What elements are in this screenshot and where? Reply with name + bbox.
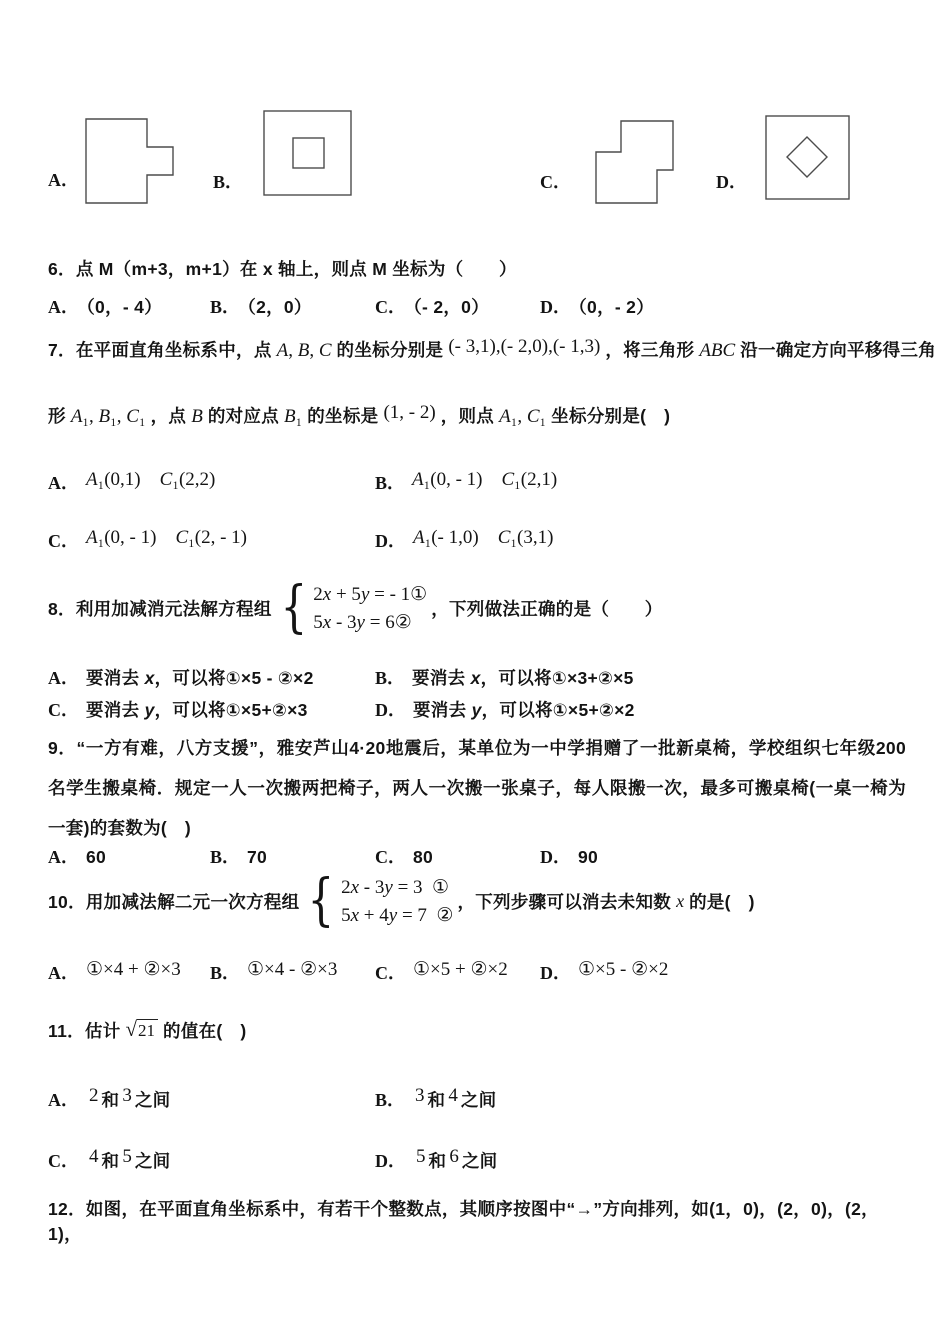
q6-option-a-label: A． [48,297,79,317]
figure-label-a: A． [48,170,79,190]
q9-option-a [48,843,106,869]
q7-text: ，则点 [440,406,495,426]
q10-option-c-text: ①×5 + ②×2 [413,959,508,980]
figure-label-d: D． [716,172,747,192]
q8-option-c-label: C． [48,700,79,720]
q11-text-pre: 11．估计 [48,1021,121,1041]
q6-option-d-label: D． [540,297,571,317]
q11-option-b-mid: 和 [427,1090,446,1110]
q11-option-d-mid: 和 [428,1151,447,1171]
q7-text: ，点 [150,406,187,426]
q10-equation-1: 2x - 3y = 3 ① [341,877,450,898]
system-brace: { [307,868,335,934]
q8-option-d-text: 要消去 y，可以将①×5+②×2 [413,700,635,720]
q9-option-a-text: 60 [86,847,107,867]
system-brace: { [280,575,307,641]
q6-option-c-label: C． [375,297,406,317]
q8-text-post: ，下列做法正确的是（ ） [431,599,663,619]
q7-text: 形 [48,406,66,426]
q11-option-a-n1: 2 [89,1085,99,1106]
q7-option-a-text: A₁(0,1) C₁(2,2) [86,469,216,490]
q10-option-d-text: ①×5 - ②×2 [578,959,669,980]
q9-option-d-label: D． [540,847,571,867]
q7-option-c-label: C． [48,531,79,551]
q9-option-b-label: B． [210,847,241,867]
q6-option-d-text: （0，- 2） [578,297,655,317]
q8-option-c-text: 要消去 y，可以将①×5+②×3 [86,700,308,720]
q7-math-b: B [191,406,203,427]
q10-option-d [540,958,668,985]
q7-option-b-text: A₁(0, - 1) C₁(2,1) [412,469,558,490]
answer-figure-d [765,115,851,202]
q10-option-d-label: D． [540,963,571,983]
q8-option-a-text: 要消去 x，可以将①×5 - ②×2 [86,668,314,688]
q10-unknown-x: x [676,891,685,911]
q11-option-c-n1: 4 [89,1146,99,1167]
q8-equation-2: 5x - 3y = 6② [313,612,412,633]
answer-figure-a [85,118,175,205]
q7-math-a1b1c1: A₁, B₁, C₁ [70,406,146,427]
q10-option-c [375,958,508,985]
q9-option-c-label: C． [375,847,406,867]
q7-text: 的对应点 [207,406,280,426]
q8-option-a [48,664,314,690]
question-11-stem [48,1018,247,1043]
q11-option-c-mid: 和 [101,1151,120,1171]
q7-option-b [375,464,557,495]
question-7-stem-line1 [48,336,936,362]
q7-text: 坐标分别是( ) [551,406,671,426]
q6-option-d [540,293,654,319]
q11-option-a [48,1085,170,1112]
q8-option-a-label: A． [48,668,79,688]
q11-option-b-label: B． [375,1090,406,1110]
q7-text: 的坐标是 [307,406,379,426]
q7-option-a-label: A． [48,473,79,493]
q11-option-b-n2: 4 [448,1085,458,1106]
inner-square-shape [293,138,324,168]
q8-option-b-text: 要消去 x，可以将①×3+②×5 [412,668,634,688]
q11-text-post: 的值在( ) [163,1021,247,1041]
q7-option-d-text: A₁(- 1,0) C₁(3,1) [413,527,554,548]
q7-math-b1: B₁ [284,406,303,427]
q10-option-b [210,958,337,985]
q10-option-a-text: ①×4 + ②×3 [86,959,181,980]
q9-option-c-text: 80 [413,847,434,867]
q11-option-c-n2: 5 [122,1146,132,1167]
q7-option-d [375,522,553,553]
q11-option-c [48,1146,170,1173]
q9-option-b-text: 70 [247,847,268,867]
q8-option-c [48,696,308,722]
q6-option-a-text: （0，- 4） [86,297,163,317]
q7-math-triangle-abc: ABC [699,340,736,361]
q8-text-pre: 8．利用加减消元法解方程组 [48,599,272,619]
question-9-stem: 9．“一方有难，八方支援”，雅安芦山4·20地震后，某单位为一中学捐赠了一批新桌椅，学校组织七年级200名学生搬桌椅．规定一人一次搬两把椅子，两人一次搬一张桌子，每人限搬一次，最多可搬桌椅(一桌一椅为一套)的套数为( ) [48,738,906,838]
figure-label-c: C． [540,172,571,192]
q10-equation-2: 5x + 4y = 7 ② [341,905,454,926]
q8-option-b-label: B． [375,668,406,688]
outer-square-shape [264,111,351,195]
q7-option-d-label: D． [375,531,406,551]
q10-option-a [48,958,181,985]
inner-diamond-shape [787,137,827,177]
q11-option-d-n2: 6 [449,1146,459,1167]
q11-option-a-n2: 3 [122,1085,132,1106]
q8-equations [313,583,427,634]
q11-option-d-n1: 5 [416,1146,426,1167]
question-6-stem: 6．点 M（m+3，m+1）在 x 轴上，则点 M 坐标为（ ） [48,259,517,279]
q11-option-b [375,1085,496,1112]
q11-option-c-label: C． [48,1151,79,1171]
q8-equation-system [276,575,428,641]
q11-option-c-post: 之间 [134,1151,171,1171]
q7-math-b1-coord: (1, - 2) [383,402,436,423]
q11-option-d-post: 之间 [461,1151,498,1171]
q11-option-d [375,1146,497,1173]
q9-option-d-text: 90 [578,847,599,867]
q7-math-abc: A, B, C [276,340,332,361]
question-10-stem [48,868,755,934]
q7-option-a [48,464,215,495]
figure-label-b: B． [213,172,244,192]
q9-option-d [540,843,598,869]
q10-option-b-label: B． [210,963,241,983]
q7-text: ，将三角形 [605,340,695,360]
q10-option-a-label: A． [48,963,79,983]
square-with-tab-shape [86,119,173,203]
q6-option-c [375,293,489,319]
q8-option-d-label: D． [375,700,406,720]
q10-text-pre: 10．用加减法解二元一次方程组 [48,892,300,912]
q6-option-b-text: （2，0） [247,297,312,317]
question-8-stem [48,575,663,641]
q10-option-b-text: ①×4 - ②×3 [247,959,338,980]
q7-text: 的坐标分别是 [336,340,444,360]
q6-option-b-label: B． [210,297,241,317]
q10-equation-system [303,868,454,934]
q11-option-b-n1: 3 [415,1085,425,1106]
q11-option-b-post: 之间 [460,1090,497,1110]
q7-option-b-label: B． [375,473,406,493]
q7-option-c [48,522,247,553]
q11-option-a-post: 之间 [134,1090,171,1110]
q10-equations [341,876,453,927]
q7-text: 7．在平面直角坐标系中，点 [48,340,272,360]
q11-option-a-label: A． [48,1090,79,1110]
q10-text-post: 的是( ) [689,892,755,912]
q8-option-b [375,664,634,690]
q10-option-c-label: C． [375,963,406,983]
q6-option-b [210,293,312,319]
q11-option-a-mid: 和 [101,1090,120,1110]
outer-square-shape [766,116,849,199]
sqrt-21-expression [126,1019,159,1041]
question-12-stem: 12．如图，在平面直角坐标系中，有若干个整数点，其顺序按图中“→”方向排列，如(1，0)，(2，0)，(2，1)， [48,1199,879,1244]
step-shape [596,121,673,203]
q9-option-c [375,843,433,869]
q8-option-d [375,696,635,722]
q7-math-a1c1: A₁, C₁ [499,406,547,427]
q7-math-coords: (- 3,1),(- 2,0),(- 1,3) [448,336,601,357]
q11-option-d-label: D． [375,1151,406,1171]
radicand-21: 21 [137,1019,158,1041]
q7-option-c-text: A₁(0, - 1) C₁(2, - 1) [86,527,248,548]
q9-option-b [210,843,267,869]
q9-option-a-label: A． [48,847,79,867]
radical-sign: √ [125,1017,138,1042]
q6-option-c-text: （- 2，0） [413,297,490,317]
q8-equation-1: 2x + 5y = - 1① [313,584,428,605]
question-7-stem-line2 [48,402,670,428]
answer-figure-c [595,120,675,205]
q6-option-a [48,293,162,319]
q10-text-mid: ，下列步骤可以消去未知数 [457,892,672,912]
answer-figure-b [263,110,353,197]
q7-text: 沿一确定方向平移得三角 [740,340,937,360]
